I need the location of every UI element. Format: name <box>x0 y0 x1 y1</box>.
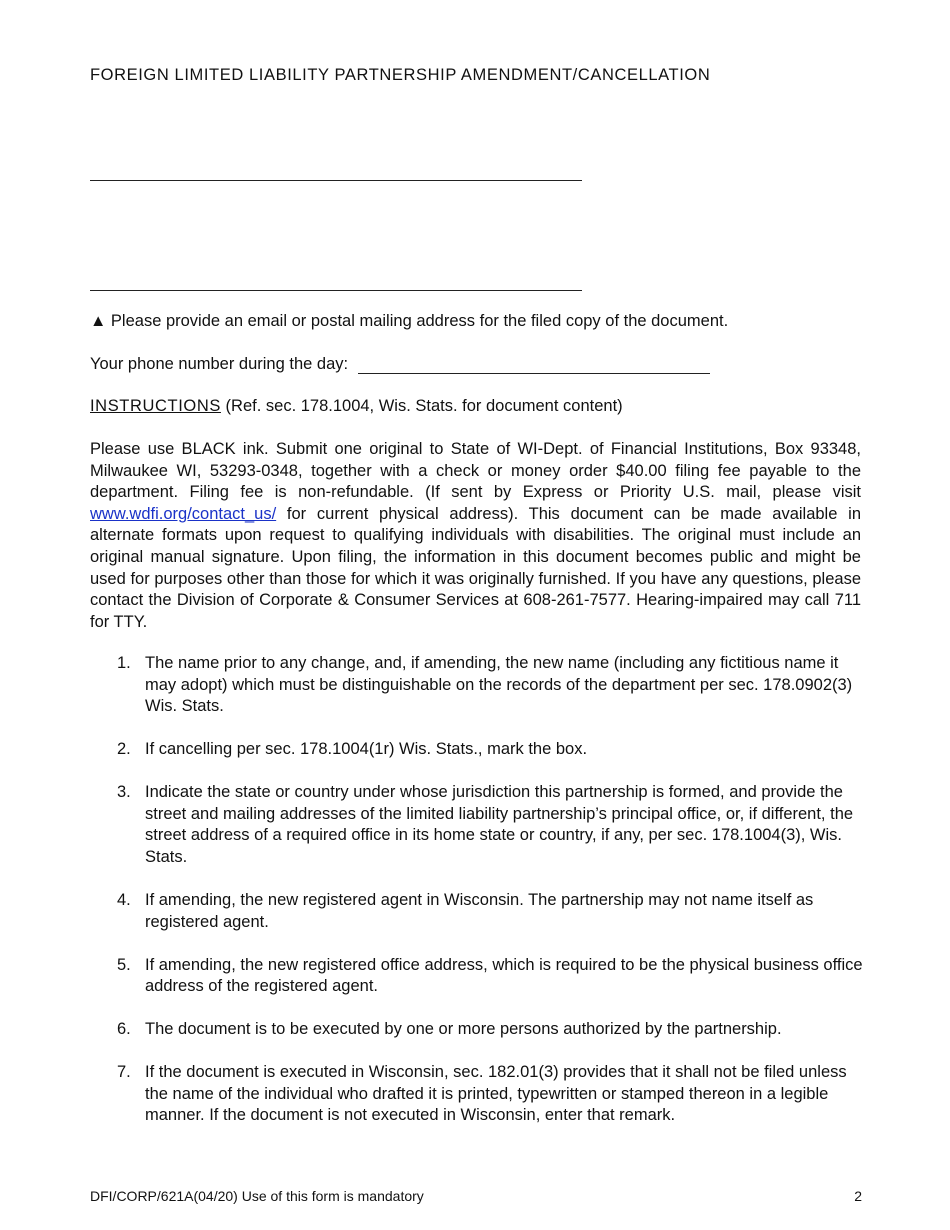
instructions-heading-row <box>90 397 623 416</box>
list-item <box>117 1019 867 1041</box>
phone-label: Your phone number during the day: <box>90 355 349 373</box>
phone-row <box>90 355 710 374</box>
list-item <box>117 782 867 868</box>
instruction-list <box>117 653 867 1148</box>
instructions-heading: INSTRUCTIONS <box>90 397 221 415</box>
item-number: 4. <box>117 890 131 909</box>
phone-field[interactable] <box>358 359 710 374</box>
item-number: 3. <box>117 783 131 802</box>
item-text: Indicate the state or country under whose jurisdiction this partnership is formed, and provide the street and mailing addresses of the limited liability partnership’s principal office, or, if different, the street address of a required office in its home state or country, if any, per sec. 178.1004(3), Wis. Stats. <box>145 783 854 866</box>
list-item <box>117 653 867 718</box>
item-text: If the document is executed in Wisconsin, sec. 182.01(3) provides that it shall not be filed unless the name of the individual who drafted it is printed, typewritten or stamped thereon in a legible manner. If the document is not executed in Wisconsin, enter that remark. <box>145 1063 847 1125</box>
instructions-paragraph <box>90 439 861 633</box>
item-number: 6. <box>117 1020 131 1039</box>
item-text: The name prior to any change, and, if amending, the new name (including any fictitious name it may adopt) which must be distinguishable on the records of the department per sec. 178.0902(3) Wis. Stats. <box>145 654 853 716</box>
item-number: 5. <box>117 955 131 974</box>
instructions-reference: (Ref. sec. 178.1004, Wis. Stats. for document content) <box>225 397 623 415</box>
blank-line-2[interactable] <box>90 290 582 291</box>
list-item <box>117 890 867 933</box>
form-title: FOREIGN LIMITED LIABILITY PARTNERSHIP AMENDMENT/CANCELLATION <box>90 66 711 84</box>
blank-line-1[interactable] <box>90 180 582 181</box>
item-number: 2. <box>117 740 131 759</box>
item-number: 7. <box>117 1063 131 1082</box>
item-number: 1. <box>117 654 131 672</box>
email-note: ▲ Please provide an email or postal mailing address for the filed copy of the document. <box>90 312 729 330</box>
paragraph-text-start: Please use BLACK ink. Submit one original to State of WI-Dept. of Financial Institutions, Box 93348, Milwaukee WI, 53293-0348, together with a check or money order $40.00 filing fee payable to the department. Filing fee is non-refundable. (If sent by Express or Priority U.S. mail, please visit <box>90 440 861 502</box>
page-number: 2 <box>854 1188 862 1204</box>
list-item <box>117 955 867 998</box>
item-text: If amending, the new registered office address, which is required to be the physical business office address of the registered agent. <box>145 955 863 996</box>
paragraph-text-end: for current physical address). This document can be made available in alternate formats upon request to qualifying individuals with disabilities. The original must include an original manual signature. Upon filing, the information in this document becomes public and might be used for purposes other than those for which it was originally furnished. If you have any questions, please contact the Division of Corporate & Consumer Services at 608-261-7577. Hearing-impaired may call 711 for TTY. <box>90 504 861 631</box>
list-item <box>117 1062 867 1127</box>
item-text: If amending, the new registered agent in Wisconsin. The partnership may not name itself as registered agent. <box>145 890 814 931</box>
item-text: If cancelling per sec. 178.1004(1r) Wis. Stats., mark the box. <box>145 740 588 759</box>
form-id-footer: DFI/CORP/621A(04/20) Use of this form is mandatory <box>90 1188 424 1204</box>
list-item <box>117 739 867 761</box>
item-text: The document is to be executed by one or more persons authorized by the partnership. <box>145 1020 782 1039</box>
contact-link[interactable]: www.wdfi.org/contact_us/ <box>90 504 277 523</box>
